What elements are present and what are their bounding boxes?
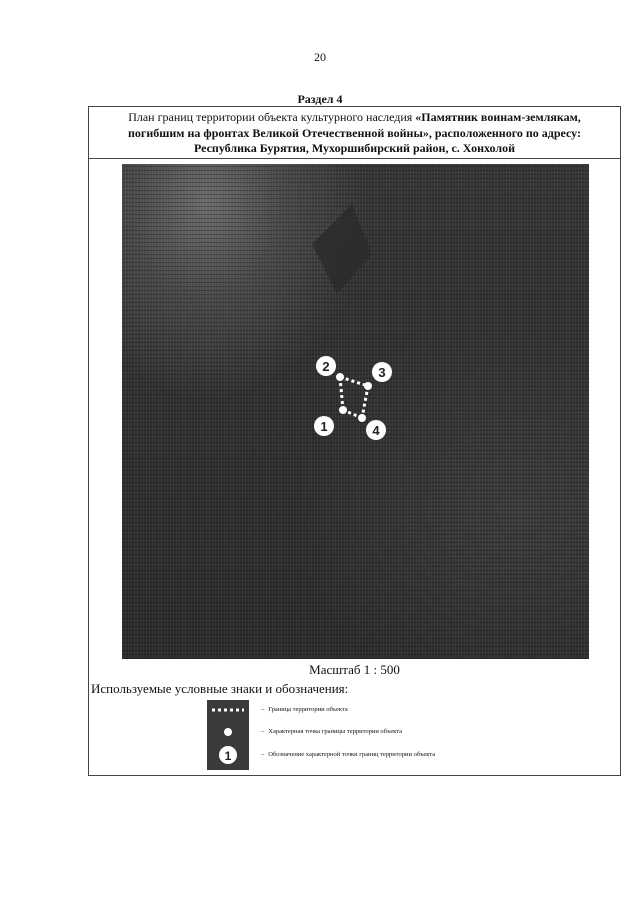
- plan-title-prefix: План границ территории объекта культурного наследия: [128, 110, 416, 124]
- plan-frame: [88, 106, 621, 776]
- legend-item-point: – Характерная точка границы территории объекта: [261, 728, 402, 735]
- svg-text:1: 1: [320, 419, 328, 434]
- page-number: 20: [314, 50, 326, 64]
- legend-swatch: [207, 700, 249, 770]
- point-label-4: [366, 420, 386, 440]
- boundary-segment: [340, 377, 343, 410]
- svg-text:2: 2: [322, 359, 330, 374]
- satellite-map: [122, 164, 589, 659]
- boundary-point-icon: [224, 728, 232, 736]
- boundary-segment: [362, 386, 368, 418]
- svg-text:3: 3: [378, 365, 386, 380]
- boundary-point: [336, 373, 344, 381]
- boundary-point: [358, 414, 366, 422]
- boundary-point: [364, 382, 372, 390]
- boundary-overlay: [122, 164, 589, 659]
- section-title: Раздел 4: [297, 92, 343, 106]
- scale-label: Масштаб 1 : 500: [309, 662, 400, 677]
- legend-heading: Используемые условные знаки и обозначения:: [91, 681, 349, 696]
- point-label-2: [316, 356, 336, 376]
- plan-title-object: «Памятник воинам-землякам, погибшим на фронтах Великой Отечественной войны», расположенного по адресу: Республика Бурятия, Мухоршибирский район, с. Хонхолой: [127, 110, 582, 155]
- point-label-icon: [219, 746, 237, 764]
- boundary-point: [339, 406, 347, 414]
- legend-item-point-label: – Обозначение характерной точки границ территории объекта: [261, 751, 436, 758]
- monument-shadow: [312, 204, 372, 294]
- legend-item-boundary: – Граница территории объекта: [261, 706, 348, 713]
- point-label-1: [314, 416, 334, 436]
- plan-title: [89, 107, 620, 159]
- svg-text:1: 1: [224, 749, 232, 763]
- svg-text:4: 4: [372, 423, 380, 438]
- boundary-segment: [340, 377, 368, 386]
- point-label-3: [372, 362, 392, 382]
